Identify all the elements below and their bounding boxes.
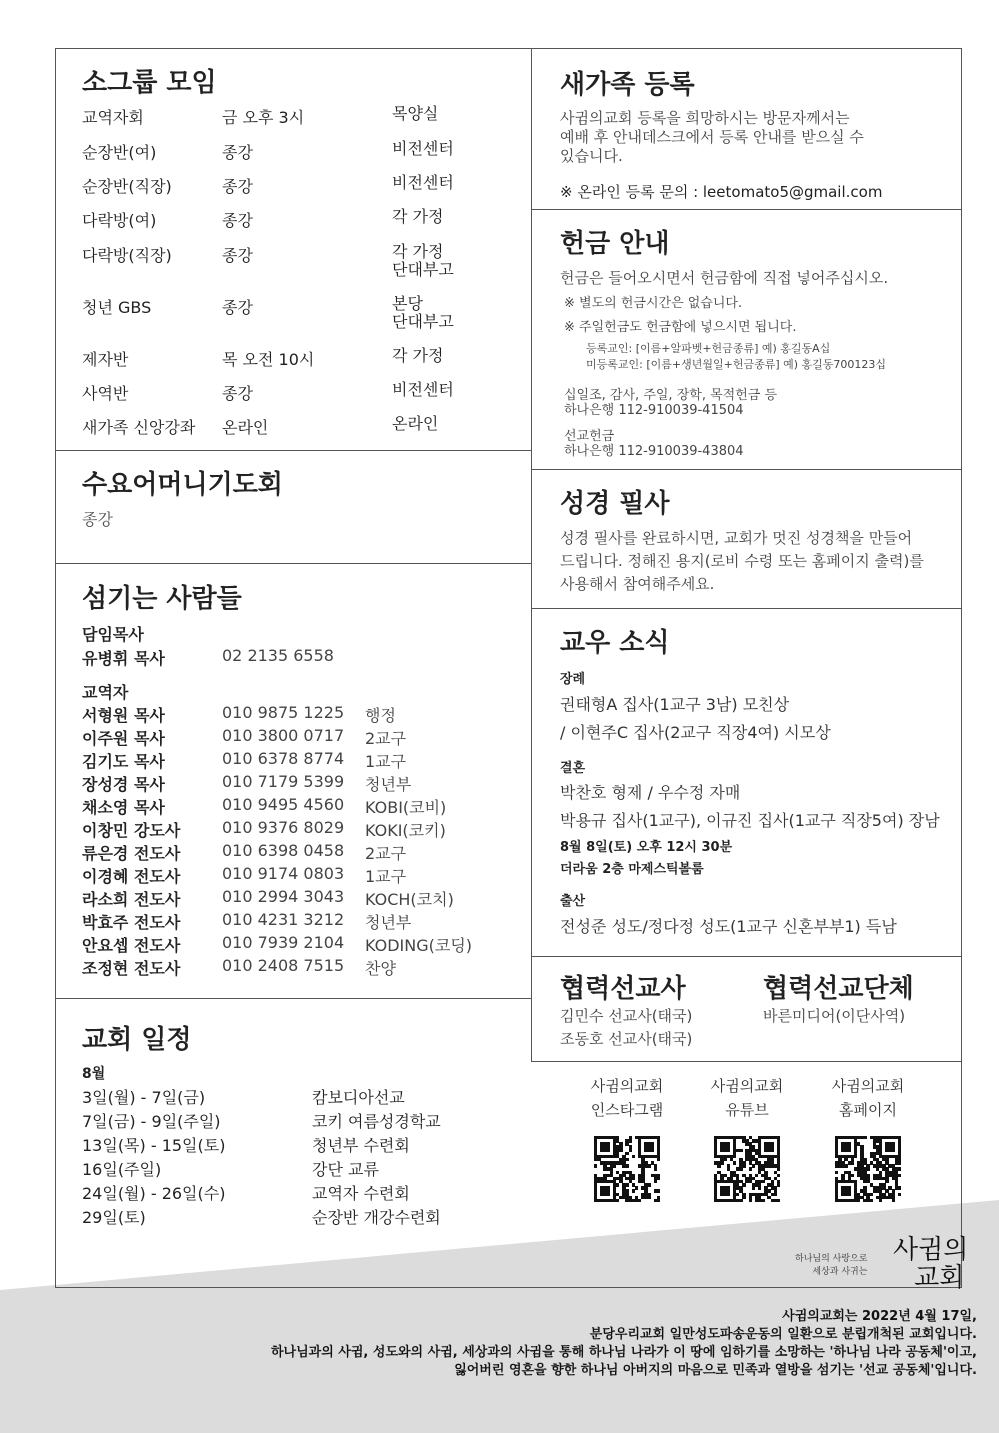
servants-title: 섬기는 사람들 [82,584,242,614]
staff-phone: 010 6378 8774 [222,749,345,768]
group-name: 다락방(여) [82,211,157,230]
qr-module [848,1193,851,1196]
qr-module [616,1199,619,1202]
funeral-2: / 이현주C 집사(2교구 직장4여) 시모상 [560,723,831,742]
group-place-2: 단대부고 [392,312,454,331]
schedule-date: 24일(월) - 26일(수) [82,1184,226,1203]
offering-note-2: ※ 주일헌금도 헌금함에 넣으시면 됩니다. [564,320,797,335]
qr-module [777,1174,780,1177]
qr-module [619,1149,622,1152]
qr-module [742,1183,745,1186]
mission-orgs-title: 협력선교단체 [763,974,914,1004]
qr-label-line-1: 사귐의교회 [710,1077,784,1095]
group-time: 종강 [222,177,253,196]
missionary-1: 김민수 선교사(태국) [560,1007,693,1025]
bible-line-2: 드립니다. 정해진 용지(로비 수령 또는 홈페이지 출력)를 [560,552,924,570]
bible-title: 성경 필사 [560,489,670,519]
logo-name-1: 사귐의 [893,1235,969,1265]
qr-module [749,1167,752,1170]
birth-label: 출산 [560,894,586,909]
small-groups-title: 소그룹 모임 [82,68,217,98]
qr-module [742,1164,745,1167]
wedding-2: 박용규 집사(1교구), 이규진 집사(1교구 직장5여) 장남 [560,811,940,830]
group-name: 제자반 [82,350,129,369]
group-place: 목양실 [392,104,439,123]
staff-phone: 010 9875 1225 [222,703,345,722]
group-name: 순장반(여) [82,143,157,162]
qr-module [727,1149,730,1152]
offering-registered: 등록교인: [이름+알파벳+헌금종류] 예) 홍길동A십 [586,342,831,355]
qr-module [613,1164,616,1167]
qr-module [625,1164,628,1167]
qr-module [851,1174,854,1177]
staff-dept: KOKI(코키) [365,821,446,840]
staff-dept: 청년부 [365,913,412,932]
qr-label-line-2: 홈페이지 [839,1101,897,1119]
staff-dept: 1교구 [365,752,407,771]
offering-text: 헌금은 들어오시면서 헌금함에 직접 넣어주십시오. [560,269,889,287]
newcomer-contact[interactable]: ※ 온라인 등록 문의 : leetomato5@gmail.com [560,183,883,201]
qr-module [654,1167,657,1170]
qr-module [761,1180,764,1183]
divider [532,209,962,210]
qr-module [723,1158,726,1161]
qr-module [898,1193,901,1196]
schedule-date: 16일(주일) [82,1160,162,1179]
staff-dept: 행정 [365,706,396,725]
newcomer-title: 새가족 등록 [560,70,695,100]
column-divider [531,48,532,1062]
qr-module [755,1174,758,1177]
staff-phone: 010 9376 8029 [222,818,345,837]
group-name: 사역반 [82,384,129,403]
qr-module [739,1199,742,1202]
staff-phone: 010 7179 5399 [222,772,345,791]
footer-line: 잃어버린 영혼을 향한 하나님 아버지의 마음으로 민족과 열방을 섬기는 '선교 공동체'입니다. [454,1363,977,1378]
qr-module [739,1149,742,1152]
group-time: 목 오전 10시 [222,350,315,369]
group-time: 금 오후 3시 [222,108,305,127]
wedding-1: 박찬호 형제 / 우수정 자매 [560,783,741,802]
group-name: 새가족 신앙강좌 [82,418,196,437]
divider [55,998,532,999]
staff-name: 이경혜 전도사 [82,867,181,886]
qr-module [742,1196,745,1199]
staff-phone: 010 3800 0717 [222,726,345,745]
newcomer-line-1: 사귐의교회 등록을 희망하시는 방문자께서는 [560,109,850,127]
account-2: 하나은행 112-910039-43804 [564,444,744,459]
logo-tagline-2: 세상과 사귀는 [812,1267,868,1277]
schedule-date: 7일(금) - 9일(주일) [82,1112,221,1131]
qr-module [761,1199,764,1202]
qr-module [632,1177,635,1180]
bible-line-1: 성경 필사를 완료하시면, 교회가 멋진 성경책을 만들어 [560,529,913,547]
qr-module [651,1149,654,1152]
qr-label-instagram [587,1075,667,1120]
qr-module [736,1193,739,1196]
news-title: 교우 소식 [560,628,670,658]
divider [55,450,532,451]
qr-module [857,1199,860,1202]
qr-module [892,1149,895,1152]
qr-module [657,1158,660,1161]
group-place-2: 단대부고 [392,260,454,279]
instagram-qr-code[interactable] [594,1136,660,1202]
divider [532,469,962,470]
group-place: 각 가정 [392,242,444,261]
qr-module [771,1149,774,1152]
qr-module [647,1183,650,1186]
offering-title: 헌금 안내 [560,229,670,259]
footer-statement [271,1308,977,1380]
qr-module [774,1193,777,1196]
qr-module [752,1164,755,1167]
qr-module [758,1186,761,1189]
staff-phone: 010 6398 0458 [222,841,345,860]
qr-module [851,1161,854,1164]
qr-module [844,1164,847,1167]
qr-module [657,1177,660,1180]
qr-module [625,1152,628,1155]
staff-label: 교역자 [82,683,129,702]
youtube-qr-code[interactable] [714,1136,780,1202]
staff-phone: 010 9495 4560 [222,795,345,814]
staff-phone: 010 4231 3212 [222,910,345,929]
wed-prayer-title: 수요어머니기도회 [82,470,283,500]
qr-label-youtube [707,1075,787,1120]
staff-phone: 02 2135 6558 [222,646,334,665]
group-name: 다락방(직장) [82,246,172,265]
group-place: 비전센터 [392,380,454,399]
schedule-date: 13일(목) - 15일(토) [82,1136,226,1155]
senior-pastor-label: 담임목사 [82,625,144,644]
qr-module [657,1199,660,1202]
qr-module [625,1183,628,1186]
qr-module [777,1183,780,1186]
schedule-event: 청년부 수련회 [312,1136,410,1155]
qr-module [848,1149,851,1152]
wedding-4: 더라움 2층 마제스틱볼룸 [560,862,704,877]
staff-dept: 2교구 [365,729,407,748]
qr-module [835,1171,838,1174]
logo-tagline [795,1253,867,1279]
account-2-label: 선교헌금 [564,429,615,444]
group-place: 온라인 [392,414,439,433]
staff-name: 서형원 목사 [82,706,165,725]
qr-module [625,1158,628,1161]
staff-name: 류은경 전도사 [82,844,181,863]
wed-prayer-text: 종강 [82,510,113,529]
mission-org-1: 바른미디어(이단사역) [763,1007,906,1025]
divider [55,563,532,564]
logo-tagline-1: 하나님의 사랑으로 [795,1254,868,1264]
staff-name: 박효주 전도사 [82,913,181,932]
schedule-date: 3일(월) - 7일(금) [82,1088,206,1107]
qr-module [632,1189,635,1192]
qr-module [752,1186,755,1189]
schedule-month: 8월 [82,1066,106,1082]
qr-module [870,1193,873,1196]
staff-dept: 찬양 [365,959,396,978]
schedule-event: 순장반 개강수련회 [312,1208,441,1227]
footer-line: 사귐의교회는 2022년 4월 17일, [782,1309,977,1324]
group-time: 종강 [222,384,253,403]
church-logo [893,1236,968,1292]
staff-name: 김기도 목사 [82,752,165,771]
qr-module [629,1139,632,1142]
funeral-1: 권태형A 집사(1교구 3남) 모친상 [560,695,790,714]
group-place: 각 가정 [392,207,444,226]
group-time: 종강 [222,246,253,265]
qr-module [647,1196,650,1199]
staff-phone: 010 2994 3043 [222,887,345,906]
qr-module [863,1136,866,1139]
schedule-event: 코키 여름성경학교 [312,1112,441,1131]
qr-module [885,1180,888,1183]
bible-line-3: 사용해서 참여해주세요. [560,575,715,593]
staff-phone: 010 9174 0803 [222,864,345,883]
logo-name-2: 교회 [914,1263,965,1293]
staff-dept: 청년부 [365,775,412,794]
schedule-event: 교역자 수련회 [312,1184,410,1203]
staff-dept: 2교구 [365,844,407,863]
schedule-date: 29일(토) [82,1208,146,1227]
group-time: 온라인 [222,418,269,437]
newcomer-line-3: 있습니다. [560,147,623,165]
missionaries-title: 협력선교사 [560,974,686,1004]
qr-module [870,1199,873,1202]
schedule-title: 교회 일정 [82,1025,192,1055]
group-time: 종강 [222,211,253,230]
divider [532,1061,962,1062]
funeral-label: 장례 [560,672,586,687]
offering-note-1: ※ 별도의 헌금시간은 없습니다. [564,296,743,311]
qr-module [632,1155,635,1158]
qr-module [717,1164,720,1167]
wedding-3: 8월 8일(토) 오후 12시 30분 [560,840,733,855]
staff-phone: 010 7939 2104 [222,933,345,952]
group-place: 비전센터 [392,139,454,158]
newcomer-line-2: 예배 후 안내데스크에서 등록 안내를 받으실 수 [560,128,864,146]
qr-module [629,1149,632,1152]
group-place: 각 가정 [392,346,444,365]
qr-module [898,1161,901,1164]
qr-module [594,1164,597,1167]
qr-module [733,1155,736,1158]
qr-label-line-1: 사귐의교회 [590,1077,664,1095]
staff-dept: KOBI(코비) [365,798,447,817]
qr-module [739,1167,742,1170]
account-1: 하나은행 112-910039-41504 [564,403,744,418]
qr-module [866,1167,869,1170]
qr-module [749,1199,752,1202]
staff-dept: KOCH(코치) [365,890,454,909]
qr-module [647,1164,650,1167]
qr-module [720,1161,723,1164]
qr-module [607,1193,610,1196]
staff-name: 이창민 강도사 [82,821,181,840]
qr-module [898,1186,901,1189]
staff-dept: 1교구 [365,867,407,886]
qr-module [733,1161,736,1164]
staff-phone: 010 2408 7515 [222,956,345,975]
group-name: 교역자회 [82,108,144,127]
staff-name: 이주원 목사 [82,729,165,748]
qr-module [854,1155,857,1158]
staff-name: 채소영 목사 [82,798,165,817]
group-place: 비전센터 [392,173,454,192]
divider [532,956,962,957]
qr-module [635,1186,638,1189]
qr-module [727,1193,730,1196]
account-1-label: 십일조, 감사, 주일, 장학, 목적헌금 등 [564,388,778,403]
divider [532,608,962,609]
staff-name: 장성경 목사 [82,775,165,794]
qr-module [898,1174,901,1177]
qr-label-line-2: 인스타그램 [590,1101,664,1119]
birth-1: 전성준 성도/정다정 성도(1교구 신혼부부1) 득남 [560,917,897,936]
group-name: 청년 GBS [82,298,152,317]
qr-module [777,1167,780,1170]
staff-name: 안요셉 전도사 [82,936,181,955]
footer-line: 하나님과의 사귐, 성도와의 사귐, 세상과의 사귐을 통해 하나님 나라가 이 땅에 임하기를 소망하는 '하나님 나라 공동체'이고, [270,1345,977,1360]
qr-module [654,1180,657,1183]
group-time: 종강 [222,298,253,317]
qr-label-homepage [828,1075,908,1120]
staff-name: 유병휘 목사 [82,649,165,668]
staff-name: 조정현 전도사 [82,959,181,978]
qr-module [638,1199,641,1202]
group-name: 순장반(직장) [82,177,172,196]
qr-module [892,1199,895,1202]
schedule-event: 캄보디아선교 [312,1088,405,1107]
qr-module [898,1167,901,1170]
qr-module [607,1149,610,1152]
staff-name: 라소희 전도사 [82,890,181,909]
schedule-event: 강단 교류 [312,1160,379,1179]
offering-unregistered: 미등록교인: [이름+생년월일+헌금종류] 예) 홍길동700123십 [586,358,887,371]
qr-module [879,1199,882,1202]
staff-dept: KODING(코딩) [365,936,473,955]
homepage-qr-code[interactable] [835,1136,901,1202]
qr-module [657,1189,660,1192]
wedding-label: 결혼 [560,761,586,776]
qr-label-line-1: 사귐의교회 [831,1077,905,1095]
qr-module [777,1199,780,1202]
qr-label-line-2: 유튜브 [725,1101,769,1119]
group-place: 본당 [392,294,423,313]
group-time: 종강 [222,143,253,162]
missionary-2: 조동호 선교사(태국) [560,1030,693,1048]
qr-module [616,1183,619,1186]
footer-line: 분당우리교회 일만성도파송운동의 일환으로 분립개척된 교회입니다. [589,1327,977,1342]
